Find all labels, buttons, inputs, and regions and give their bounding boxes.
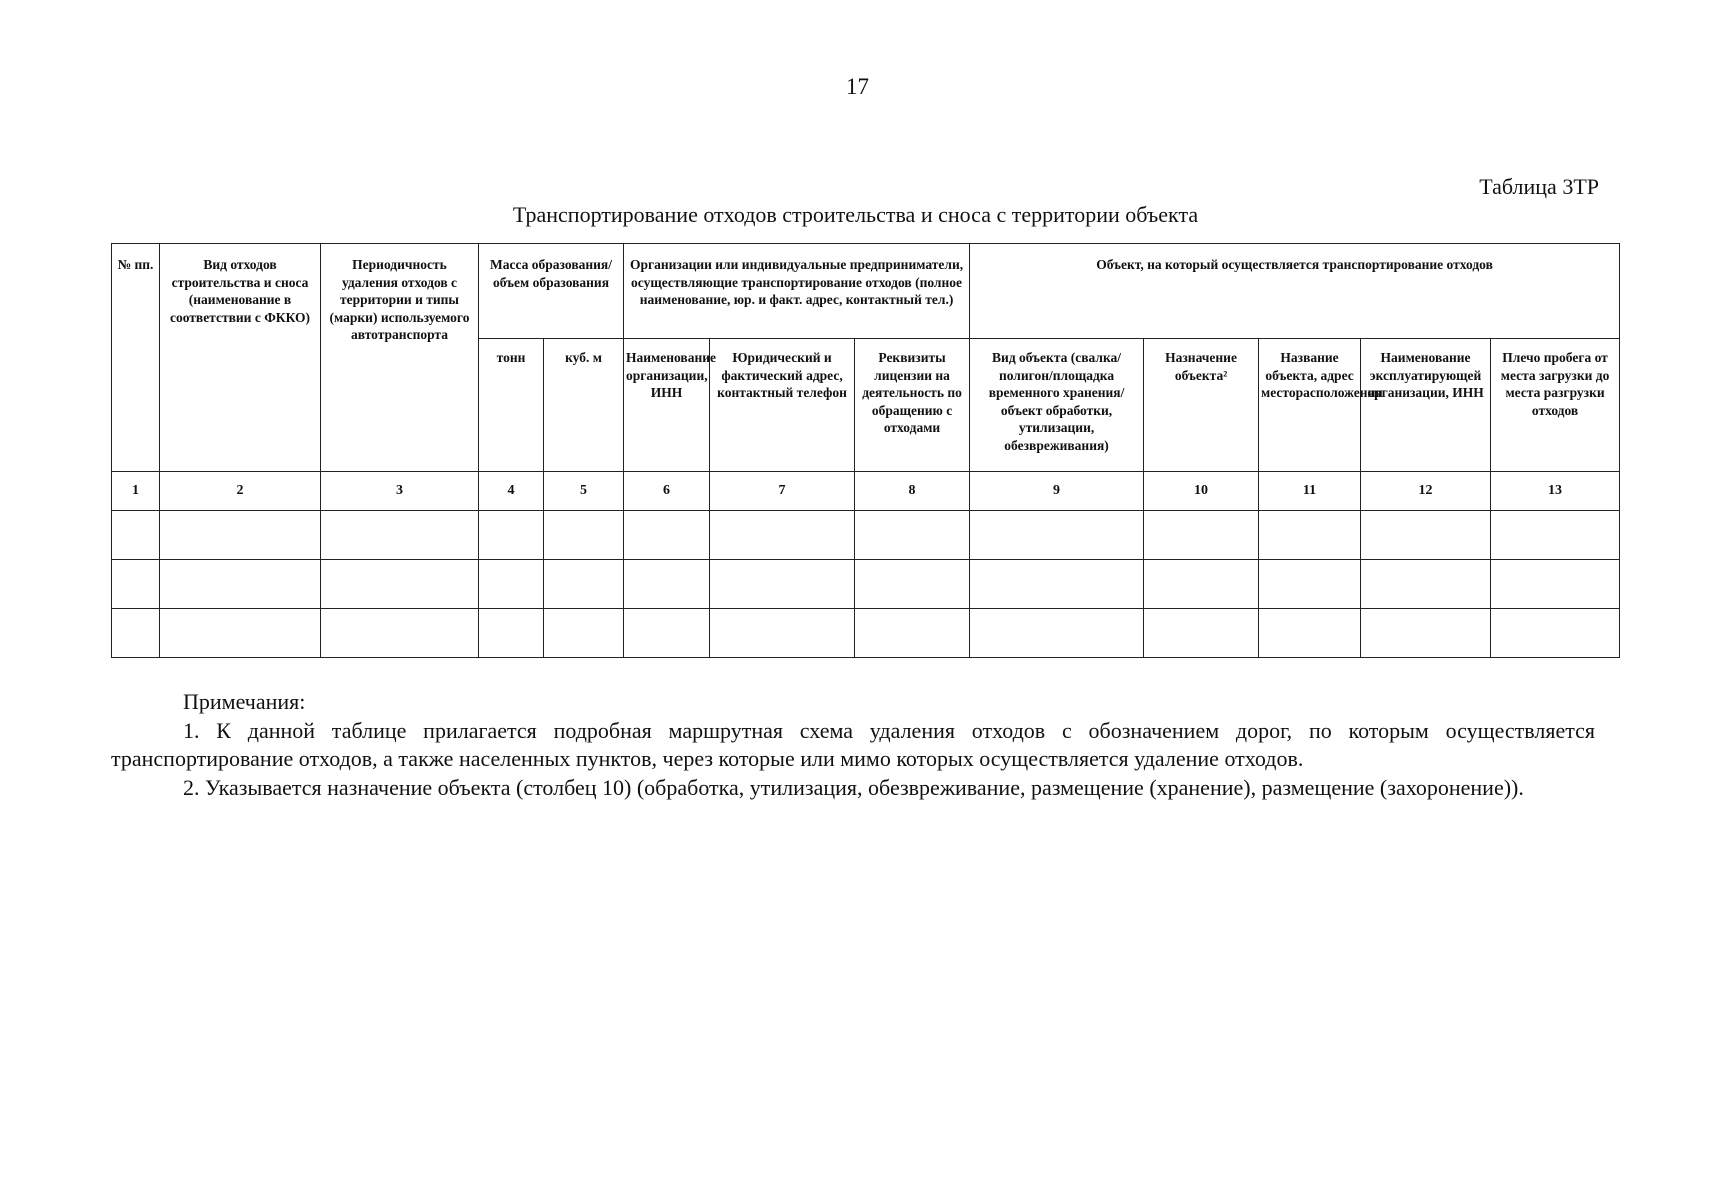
table-row — [112, 609, 1620, 658]
header-waste-type: Вид отходов строительства и сноса (наименование в соответствии с ФККО) — [160, 244, 321, 472]
table-cell — [710, 511, 855, 560]
column-number: 1 — [112, 472, 160, 511]
header-license: Реквизиты лицензии на деятельность по обращению с отходами — [855, 339, 970, 472]
table-cell — [321, 609, 479, 658]
column-number: 10 — [1144, 472, 1259, 511]
table-cell — [1144, 511, 1259, 560]
table-cell — [1491, 609, 1620, 658]
table-cell — [1491, 511, 1620, 560]
table-cell — [1259, 609, 1361, 658]
column-number: 9 — [970, 472, 1144, 511]
header-distance: Плечо пробега от места загрузки до места разгрузки отходов — [1491, 339, 1620, 472]
header-object-purpose: Назначение объекта² — [1144, 339, 1259, 472]
table-cell — [479, 560, 544, 609]
waste-transport-table — [111, 243, 1620, 658]
table-cell — [970, 511, 1144, 560]
header-object-type: Вид объекта (свалка/полигон/площадка временного хранения/объект обработки, утилизации, обезвреживания) — [970, 339, 1144, 472]
table-cell — [855, 609, 970, 658]
table-row — [112, 560, 1620, 609]
note-item: 2. Указывается назначение объекта (столбец 10) (обработка, утилизация, обезвреживание, размещение (хранение), размещение (захоронение)). — [183, 774, 1524, 800]
table-cell — [544, 560, 624, 609]
header-periodicity: Периодичность удаления отходов с территории и типы (марки) используемого автотранспорта — [321, 244, 479, 472]
table-cell — [544, 609, 624, 658]
table-label: Таблица 3ТР — [1479, 174, 1599, 199]
table-cell — [544, 511, 624, 560]
table-cell — [160, 609, 321, 658]
table-cell — [710, 609, 855, 658]
table-cell — [970, 609, 1144, 658]
table-title — [0, 202, 1715, 228]
table-cell — [710, 560, 855, 609]
header-cubic-meters: куб. м — [544, 339, 624, 472]
table-cell — [855, 560, 970, 609]
column-number: 2 — [160, 472, 321, 511]
header-legal-address: Юридический и фактический адрес, контактный телефон — [710, 339, 855, 472]
column-number: 8 — [855, 472, 970, 511]
table-cell — [112, 609, 160, 658]
notes-section — [111, 688, 1595, 802]
header-organizations: Организации или индивидуальные предприниматели, осуществляющие транспортирование отходов (полное наименование, юр. и факт. адрес, контактный тел.) — [624, 244, 970, 339]
column-number: 5 — [544, 472, 624, 511]
table-cell — [1144, 609, 1259, 658]
column-number: 6 — [624, 472, 710, 511]
table-cell — [1491, 560, 1620, 609]
column-number: 12 — [1361, 472, 1491, 511]
table-cell — [160, 511, 321, 560]
table-cell — [1361, 609, 1491, 658]
table-title-text: Транспортирование отходов строительства и сноса с территории объекта — [512, 202, 1199, 227]
table-row — [112, 511, 1620, 560]
column-number: 4 — [479, 472, 544, 511]
table-cell — [112, 511, 160, 560]
header-tons: тонн — [479, 339, 544, 472]
column-number: 3 — [321, 472, 479, 511]
table-cell — [624, 609, 710, 658]
table-cell — [479, 609, 544, 658]
table-cell — [112, 560, 160, 609]
header-number: № пп. — [112, 244, 160, 472]
table-cell — [624, 560, 710, 609]
table-cell — [1361, 511, 1491, 560]
table-cell — [479, 511, 544, 560]
table-cell — [624, 511, 710, 560]
column-number: 13 — [1491, 472, 1620, 511]
table-cell — [160, 560, 321, 609]
table-cell — [1259, 511, 1361, 560]
table-cell — [1259, 560, 1361, 609]
header-object-name: Название объекта, адрес месторасположения — [1259, 339, 1361, 472]
table-cell — [321, 511, 479, 560]
table-cell — [321, 560, 479, 609]
column-number-row — [112, 472, 1620, 511]
table-cell — [855, 511, 970, 560]
table-cell — [970, 560, 1144, 609]
page-number: 17 — [846, 74, 869, 99]
table-cell — [1361, 560, 1491, 609]
table-cell — [1144, 560, 1259, 609]
header-org-name: Наименование организации, ИНН — [624, 339, 710, 472]
header-operator: Наименование эксплуатирующей организации, ИНН — [1361, 339, 1491, 472]
header-mass: Масса образования/ объем образования — [479, 244, 624, 339]
header-destination-object: Объект, на который осуществляется транспортирование отходов — [970, 244, 1620, 339]
note-item: 1. К данной таблице прилагается подробная маршрутная схема удаления отходов с обозначением дорог, по которым осуществляется транспортирование отходов, а также населенных пунктов, через которые или мимо которых осуществляется удаление отходов. — [111, 717, 1595, 771]
column-number: 11 — [1259, 472, 1361, 511]
notes-heading: Примечания: — [183, 689, 306, 714]
column-number: 7 — [710, 472, 855, 511]
